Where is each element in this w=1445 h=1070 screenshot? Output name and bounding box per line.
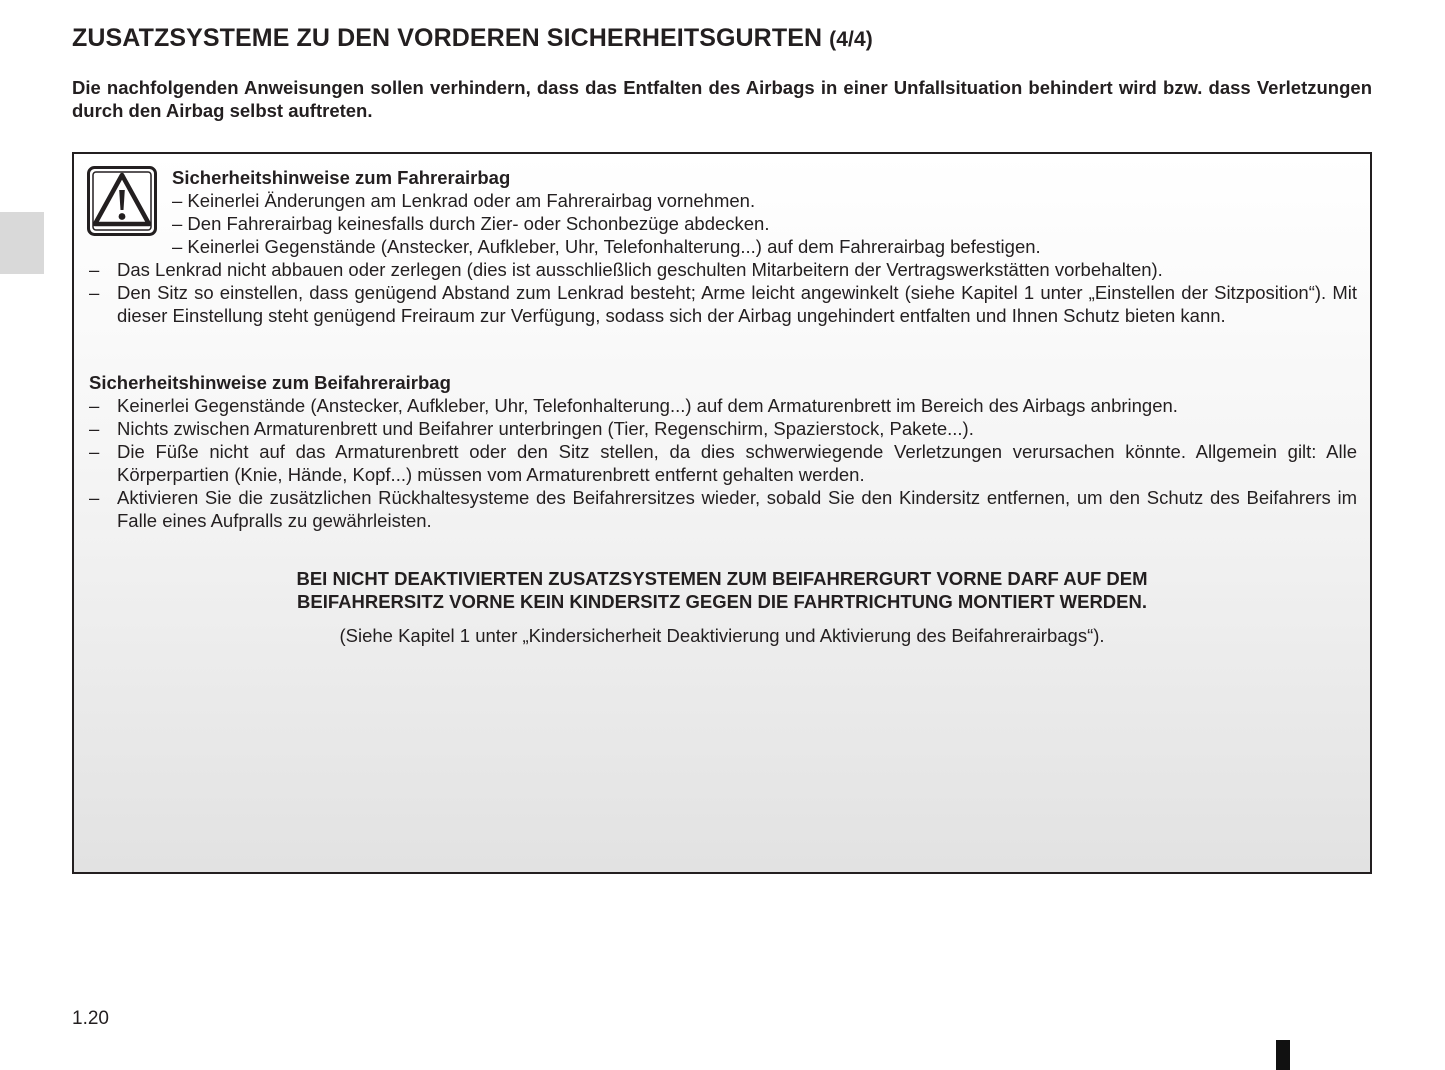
list-item: – Keinerlei Gegenstände (Anstecker, Aufkleber, Uhr, Telefonhalterung...) auf dem Armaturenbrett im Bereich des Airbags anbringen.: [89, 394, 1357, 417]
print-marker: [1276, 1040, 1290, 1070]
page-title: [72, 24, 873, 53]
warning-box: [72, 152, 1372, 874]
driver-inner-line: – Den Fahrerairbag keinesfalls durch Zier- oder Schonbezüge abdecken.: [172, 213, 770, 234]
chapter-reference: (Siehe Kapitel 1 unter „Kindersicherheit Deaktivierung und Aktivierung des Beifahrerairbags“).: [339, 625, 1105, 646]
child-seat-warning: [74, 567, 1370, 613]
list-item: – Nichts zwischen Armaturenbrett und Beifahrer unterbringen (Tier, Regenschirm, Spazierstock, Pakete...).: [89, 417, 1357, 440]
driver-inner-line: – Keinerlei Änderungen am Lenkrad oder am Fahrerairbag vornehmen.: [172, 190, 756, 211]
page-title-text: ZUSATZSYSTEME ZU DEN VORDEREN SICHERHEITSGURTEN: [72, 24, 823, 52]
driver-airbag-heading: Sicherheitshinweise zum Fahrerairbag: [172, 167, 511, 188]
intro-paragraph: Die nachfolgenden Anweisungen sollen verhindern, dass das Entfalten des Airbags in einer Unfallsituation behindert wird bzw. dass Verletzungen durch den Airbag selbst auftreten.: [72, 77, 1372, 121]
driver-airbag-section: [172, 166, 1352, 258]
passenger-airbag-heading: Sicherheitshinweise zum Beifahrerairbag: [89, 372, 451, 393]
page-part-indicator: (4/4): [829, 28, 873, 51]
list-item: – Die Füße nicht auf das Armaturenbrett oder den Sitz stellen, da dies schwerwiegende Verletzungen verursachen könnte. Allgemein gilt: Alle Körperpartien (Knie, Hände, Kopf...) müssen vom Armaturenbrett entfernt gehalten werden.: [89, 440, 1357, 486]
page-number: 1.20: [72, 1008, 109, 1029]
list-item: – Den Sitz so einstellen, dass genügend Abstand zum Lenkrad besteht; Arme leicht angewinkelt (siehe Kapitel 1 unter „Einstellen der Sitzposition“). Mit dieser Einstellung steht genügend Freiraum zur Verfügung, sodass sich der Airbag ungehindert entfalten und Ihnen Schutz bieten kann.: [89, 281, 1357, 327]
child-seat-warning-line: BEIFAHRERSITZ VORNE KEIN KINDERSITZ GEGEN DIE FAHRTRICHTUNG MONTIERT WERDEN.: [297, 591, 1147, 612]
driver-inner-line: – Keinerlei Gegenstände (Anstecker, Aufkleber, Uhr, Telefonhalterung...) auf dem Fahrerairbag befestigen.: [172, 236, 1041, 257]
chapter-tab-marker: [0, 212, 44, 274]
list-item: – Aktivieren Sie die zusätzlichen Rückhaltesysteme des Beifahrersitzes wieder, sobald Sie den Kindersitz entfernen, um den Schutz des Beifahrers im Falle eines Aufpralls zu gewährleisten.: [89, 486, 1357, 532]
passenger-airbag-section: [89, 371, 1357, 532]
warning-triangle-icon: [87, 166, 157, 236]
list-item: – Das Lenkrad nicht abbauen oder zerlegen (dies ist ausschließlich geschulten Mitarbeitern der Vertragswerkstätten vorbehalten).: [89, 258, 1357, 281]
driver-airbag-list: [89, 258, 1357, 327]
child-seat-warning-line: BEI NICHT DEAKTIVIERTEN ZUSATZSYSTEMEN ZUM BEIFAHRERGURT VORNE DARF AUF DEM: [296, 568, 1148, 589]
